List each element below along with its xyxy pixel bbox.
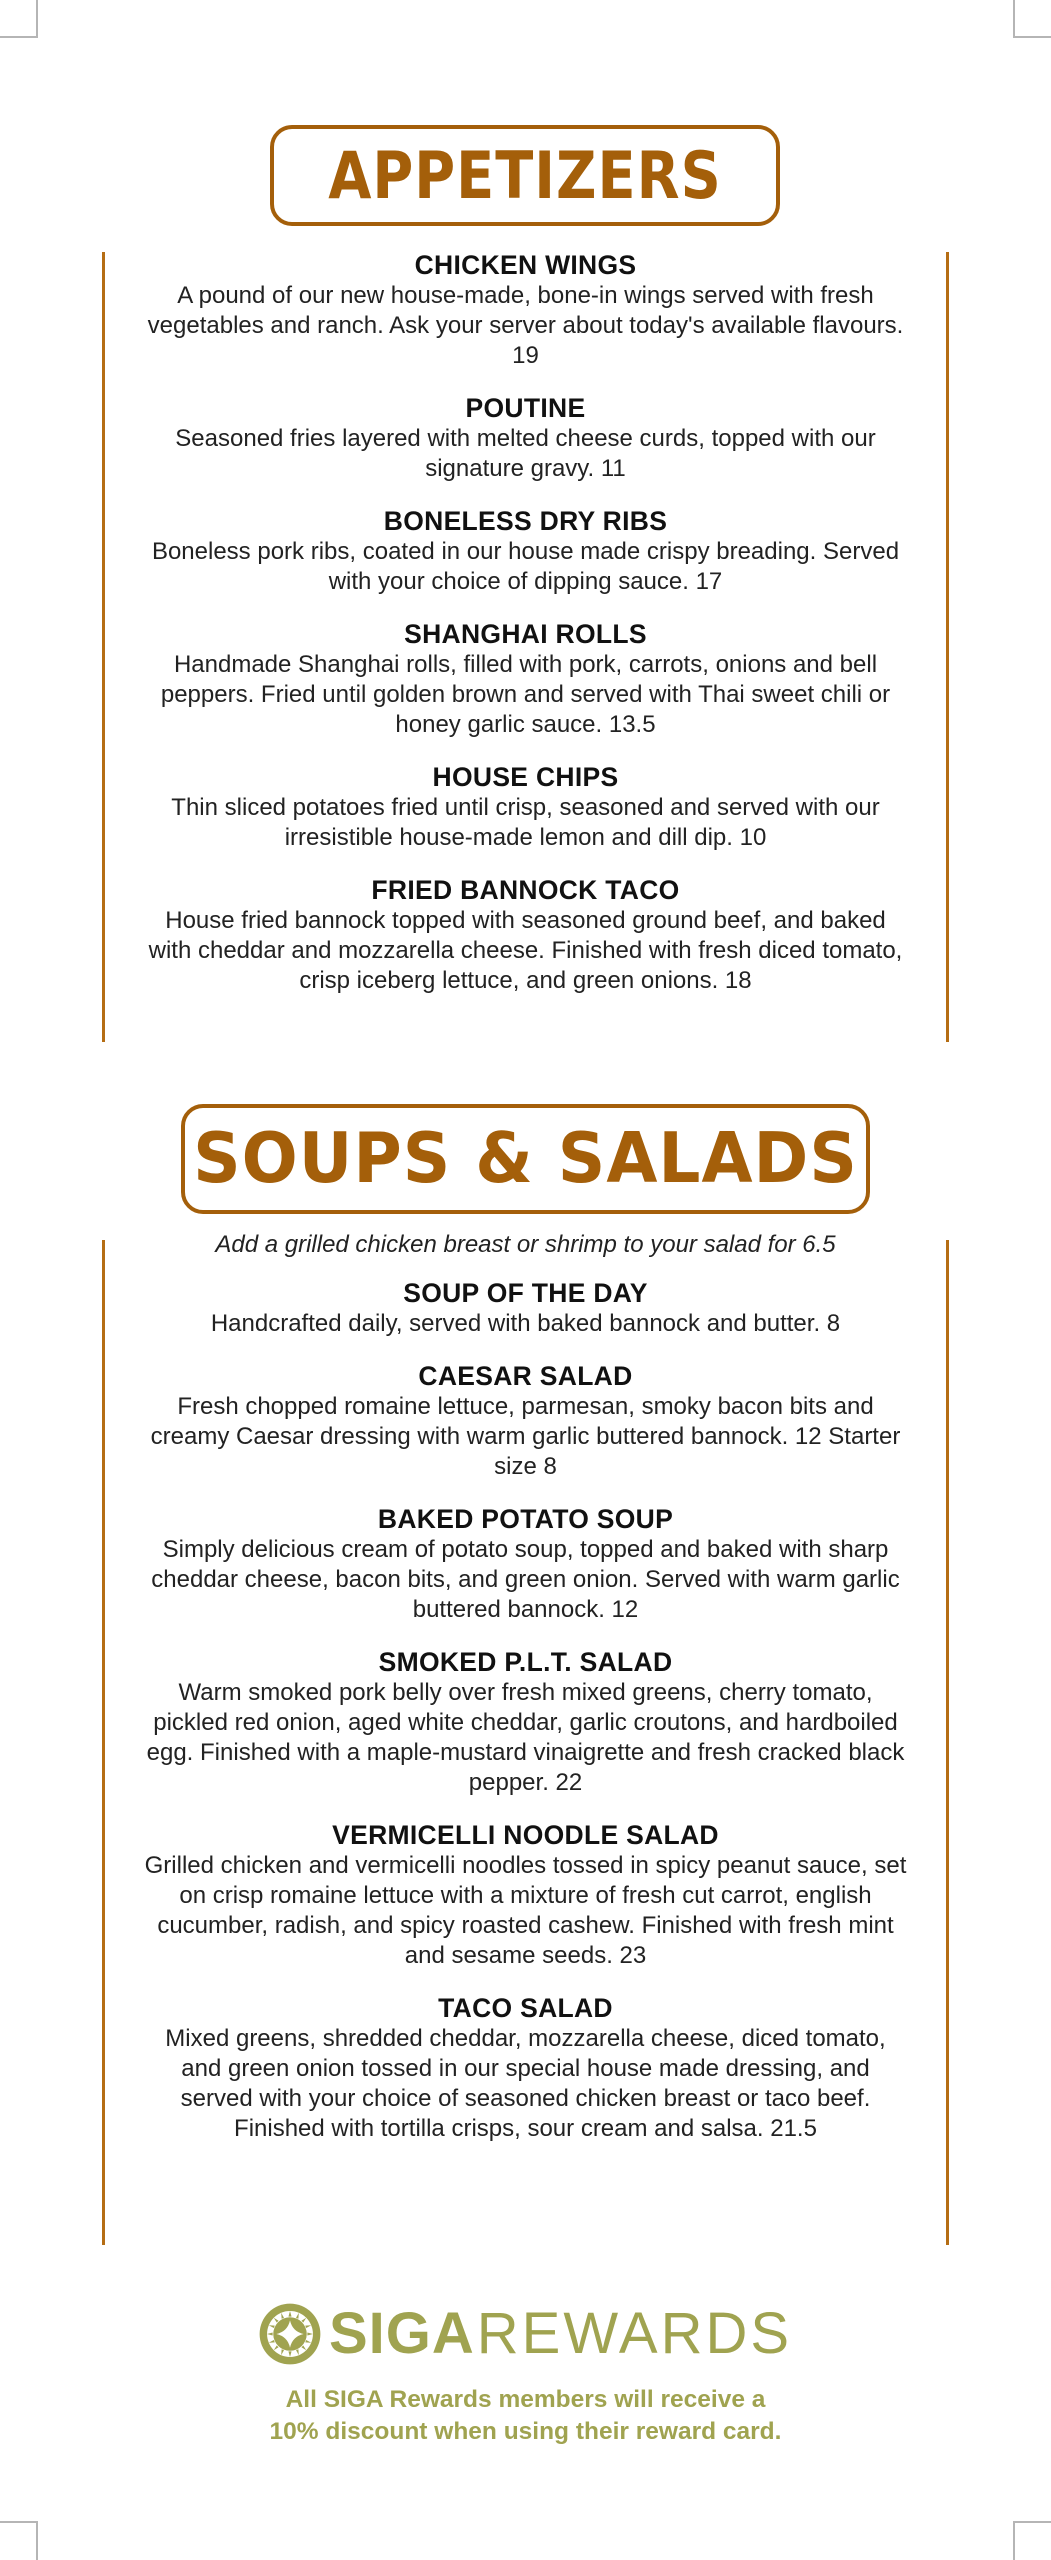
menu-item-boneless-dry-ribs [140,506,911,597]
menu-item-taco-salad [140,1993,911,2144]
menu-item-baked-potato-soup [140,1504,911,1625]
siga-rewards-logo [259,2302,792,2366]
item-description: Fresh chopped romaine lettuce, parmesan, smoky bacon bits and creamy Caesar dressing with warm garlic buttered bannock. 12 Starter size 8 [150,1393,901,1480]
item-name: SMOKED P.L.T. SALAD [378,1647,673,1677]
item-name: VERMICELLI NOODLE SALAD [332,1820,719,1850]
sun-star-emblem-icon [259,2303,321,2365]
item-name: BONELESS DRY RIBS [383,506,668,536]
add-protein-note: Add a grilled chicken breast or shrimp to your salad for 6.5 [215,1231,836,1258]
item-name: POUTINE [465,393,586,423]
rewards-text-line-2: 10% discount when using their reward card. [269,2418,782,2445]
menu-item-fried-bannock-taco [140,875,911,996]
item-name: BAKED POTATO SOUP [377,1504,674,1534]
appetizers-list [140,250,911,1018]
item-description: Boneless pork ribs, coated in our house made crispy breading. Served with your choice of dipping sauce. 17 [151,538,900,595]
crop-mark-bottom-right [1013,2521,1051,2560]
logo-siga-text: SIGA [328,2301,475,2366]
item-name: TACO SALAD [438,1993,613,2023]
menu-item-house-chips [140,762,911,853]
logo-rewards-text: REWARDS [476,2301,793,2366]
menu-item-poutine [140,393,911,484]
item-description: A pound of our new house-made, bone-in wings served with fresh vegetables and ranch. Ask your server about today's available flavours. 19 [147,282,904,369]
siga-rewards-block [0,2302,1051,2448]
item-description: Handcrafted daily, served with baked bannock and butter. 8 [210,1310,841,1337]
soups-salads-right-rule [946,1240,949,2245]
soups-salads-left-rule [102,1240,105,2245]
item-description: Handmade Shanghai rolls, filled with pork, carrots, onions and bell peppers. Fried until golden brown and served with Thai sweet chili or honey garlic sauce. 13.5 [160,651,891,738]
item-description: Simply delicious cream of potato soup, topped and baked with sharp cheddar cheese, bacon bits, and green onion. Served with warm garlic buttered bannock. 12 [151,1536,900,1623]
appetizers-header [270,125,780,226]
menu-item-caesar-salad [140,1361,911,1482]
menu-item-vermicelli-noodle-salad [140,1820,911,1971]
rewards-discount-message [0,2384,1051,2448]
menu-item-shanghai-rolls [140,619,911,740]
appetizers-left-rule [102,252,105,1042]
crop-mark-bottom-left [0,2521,38,2560]
item-name: CAESAR SALAD [418,1361,633,1391]
item-description: House fried bannock topped with seasoned ground beef, and baked with cheddar and mozzarella cheese. Finished with fresh diced tomato, crisp iceberg lettuce, and green onions. 18 [148,907,903,994]
item-description: Mixed greens, shredded cheddar, mozzarella cheese, diced tomato, and green onion tossed in our special house made dressing, and served with your choice of seasoned chicken breast or taco beef. Finished with tortilla crisps, sour cream and salsa. 21.5 [165,2025,886,2142]
item-description: Warm smoked pork belly over fresh mixed greens, cherry tomato, pickled red onion, aged white cheddar, garlic croutons, and hardboiled egg. Finished with a maple-mustard vinaigrette and fresh cracked black pepper. 22 [146,1679,905,1796]
crop-mark-top-right [1013,0,1051,38]
item-name: SOUP OF THE DAY [403,1278,648,1308]
appetizers-right-rule [946,252,949,1042]
menu-item-chicken-wings [140,250,911,371]
rewards-text-line-1: All SIGA Rewards members will receive a [285,2386,766,2413]
appetizers-title: APPETIZERS [328,136,722,214]
item-description: Grilled chicken and vermicelli noodles tossed in spicy peanut sauce, set on crisp romaine lettuce with a mixture of fresh cut carrot, english cucumber, radish, and spicy roasted cashew. Finished with fresh mint and sesame seeds. 23 [144,1852,907,1969]
crop-mark-top-left [0,0,38,38]
soups-salads-title: SOUPS & SALADS [193,1118,858,1199]
soups-salads-header [181,1104,870,1214]
item-name: SHANGHAI ROLLS [404,619,647,649]
item-name: HOUSE CHIPS [432,762,619,792]
item-description: Seasoned fries layered with melted cheese curds, topped with our signature gravy. 11 [175,425,876,482]
item-name: FRIED BANNOCK TACO [371,875,680,905]
item-name: CHICKEN WINGS [414,250,637,280]
menu-item-soup-of-the-day [140,1278,911,1339]
item-description: Thin sliced potatoes fried until crisp, seasoned and served with our irresistible house-made lemon and dill dip. 10 [171,794,880,851]
menu-item-smoked-plt-salad [140,1647,911,1798]
soups-salads-list [140,1230,911,2166]
